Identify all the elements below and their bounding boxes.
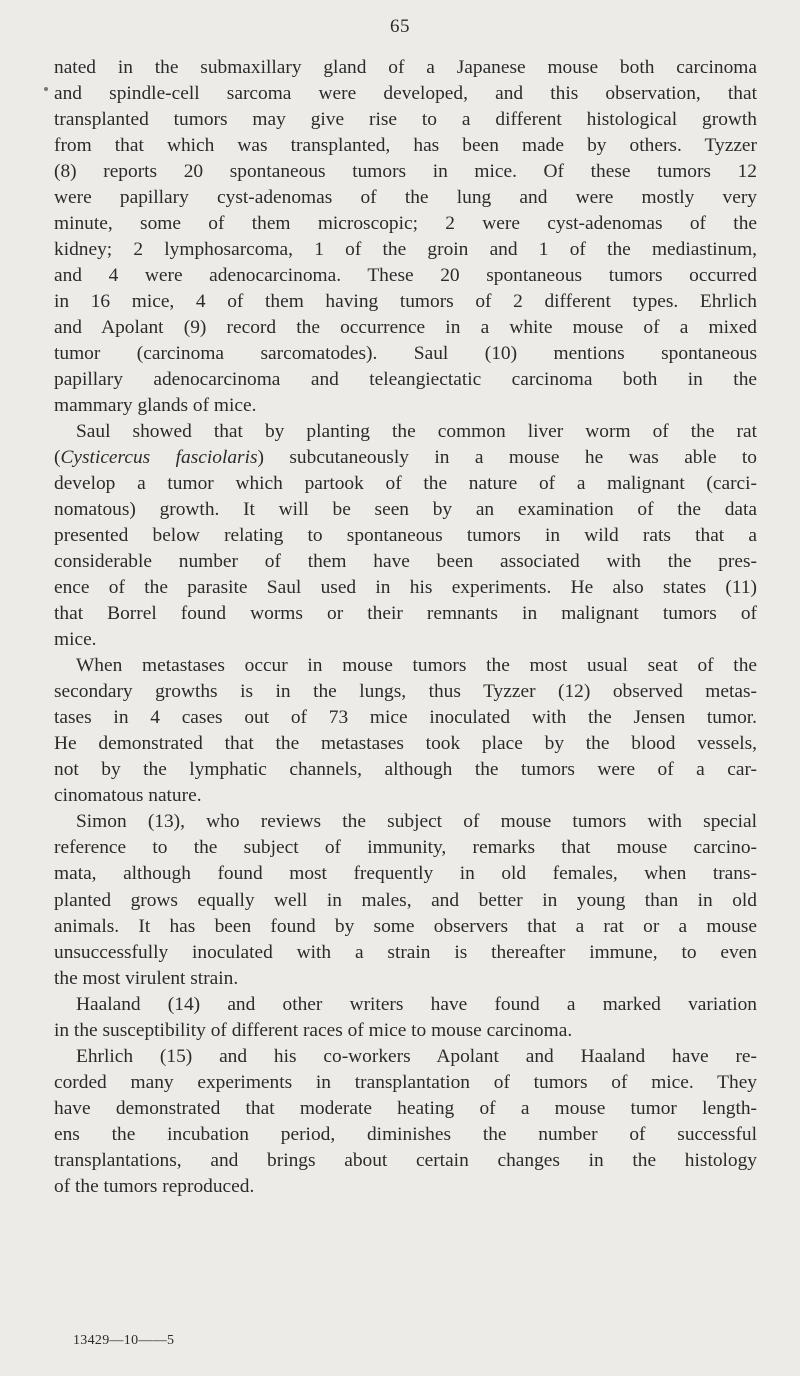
text-line: animals. It has been found by some observers that a rat or a mouse	[54, 915, 757, 937]
text-line: transplantations, and brings about certain changes in the histology	[54, 1149, 757, 1171]
species-name: Cysticercus fasciolaris	[60, 447, 258, 469]
margin-mark	[44, 87, 48, 91]
text-line: that Borrel found worms or their remnants in malignant tumors of	[54, 603, 757, 625]
text-line: tases in 4 cases out of 73 mice inoculated with the Jensen tumor.	[54, 707, 757, 729]
text-line: of the tumors reproduced.	[54, 1175, 255, 1197]
text-line: nomatous) growth. It will be seen by an examination of the data	[54, 499, 757, 521]
text-line: mata, although found most frequently in old females, when trans-	[54, 863, 757, 885]
text-line: Simon (13), who reviews the subject of mouse tumors with special	[76, 811, 757, 833]
text-line: minute, some of them microscopic; 2 were cyst-adenomas of the	[54, 213, 757, 235]
text-line: reference to the subject of immunity, remarks that mouse carcino-	[54, 837, 757, 859]
text-line: (8) reports 20 spontaneous tumors in mice. Of these tumors 12	[54, 161, 757, 183]
page-number: 65	[390, 16, 410, 37]
text-line: cinomatous nature.	[54, 785, 202, 807]
text-line: unsuccessfully inoculated with a strain is thereafter immune, to even	[54, 941, 757, 963]
text-line: nated in the submaxillary gland of a Japanese mouse both carcinoma	[54, 57, 757, 78]
body-text	[54, 55, 757, 1200]
text-line: He demonstrated that the metastases took place by the blood vessels,	[54, 733, 757, 755]
text-line: ence of the parasite Saul used in his experiments. He also states (11)	[54, 577, 757, 599]
text-line: Saul showed that by planting the common liver worm of the rat	[76, 421, 757, 443]
text-line: in 16 mice, 4 of them having tumors of 2 different types. Ehrlich	[54, 291, 757, 313]
text-line: presented below relating to spontaneous tumors in wild rats that a	[54, 525, 757, 547]
text-line: mice.	[54, 629, 97, 651]
text-line: When metastases occur in mouse tumors the most usual seat of the	[76, 655, 757, 677]
text-line: transplanted tumors may give rise to a different histological growth	[54, 109, 757, 131]
text-line: papillary adenocarcinoma and teleangiectatic carcinoma both in the	[54, 369, 757, 391]
text-line: have demonstrated that moderate heating of a mouse tumor length-	[54, 1097, 757, 1119]
text-line: and Apolant (9) record the occurrence in a white mouse of a mixed	[54, 317, 757, 339]
text-line: from that which was transplanted, has been made by others. Tyzzer	[54, 135, 757, 157]
text-line: mammary glands of mice.	[54, 395, 257, 417]
text-line: tumor (carcinoma sarcomatodes). Saul (10) mentions spontaneous	[54, 343, 757, 365]
text-line: Haaland (14) and other writers have found a marked variation	[76, 993, 757, 1015]
text-line: planted grows equally well in males, and better in young than in old	[54, 889, 757, 911]
text-line: Ehrlich (15) and his co-workers Apolant and Haaland have re-	[76, 1045, 757, 1067]
printer-footer: 13429—10——5	[73, 1333, 175, 1348]
text-line: corded many experiments in transplantation of tumors of mice. They	[54, 1071, 757, 1093]
text-line: were papillary cyst-adenomas of the lung and were mostly very	[54, 187, 757, 209]
text-line: kidney; 2 lymphosarcoma, 1 of the groin and 1 of the mediastinum,	[54, 239, 757, 261]
text-line: ens the incubation period, diminishes the number of successful	[54, 1123, 757, 1145]
text-line: secondary growths is in the lungs, thus Tyzzer (12) observed metas-	[54, 681, 757, 703]
text-line: and 4 were adenocarcinoma. These 20 spontaneous tumors occurred	[54, 265, 757, 287]
text-line: not by the lymphatic channels, although the tumors were of a car-	[54, 759, 757, 781]
text-line: develop a tumor which partook of the nature of a malignant (carci-	[54, 473, 757, 495]
text-line: in the susceptibility of different races of mice to mouse carcinoma.	[54, 1019, 573, 1041]
text-line: and spindle-cell sarcoma were developed, and this observation, that	[54, 83, 757, 105]
text-line: considerable number of them have been associated with the pres-	[54, 551, 757, 573]
text-line: (Cysticercus fasciolaris) subcutaneously in a mouse he was able to	[54, 447, 757, 469]
text-line: the most virulent strain.	[54, 967, 239, 989]
